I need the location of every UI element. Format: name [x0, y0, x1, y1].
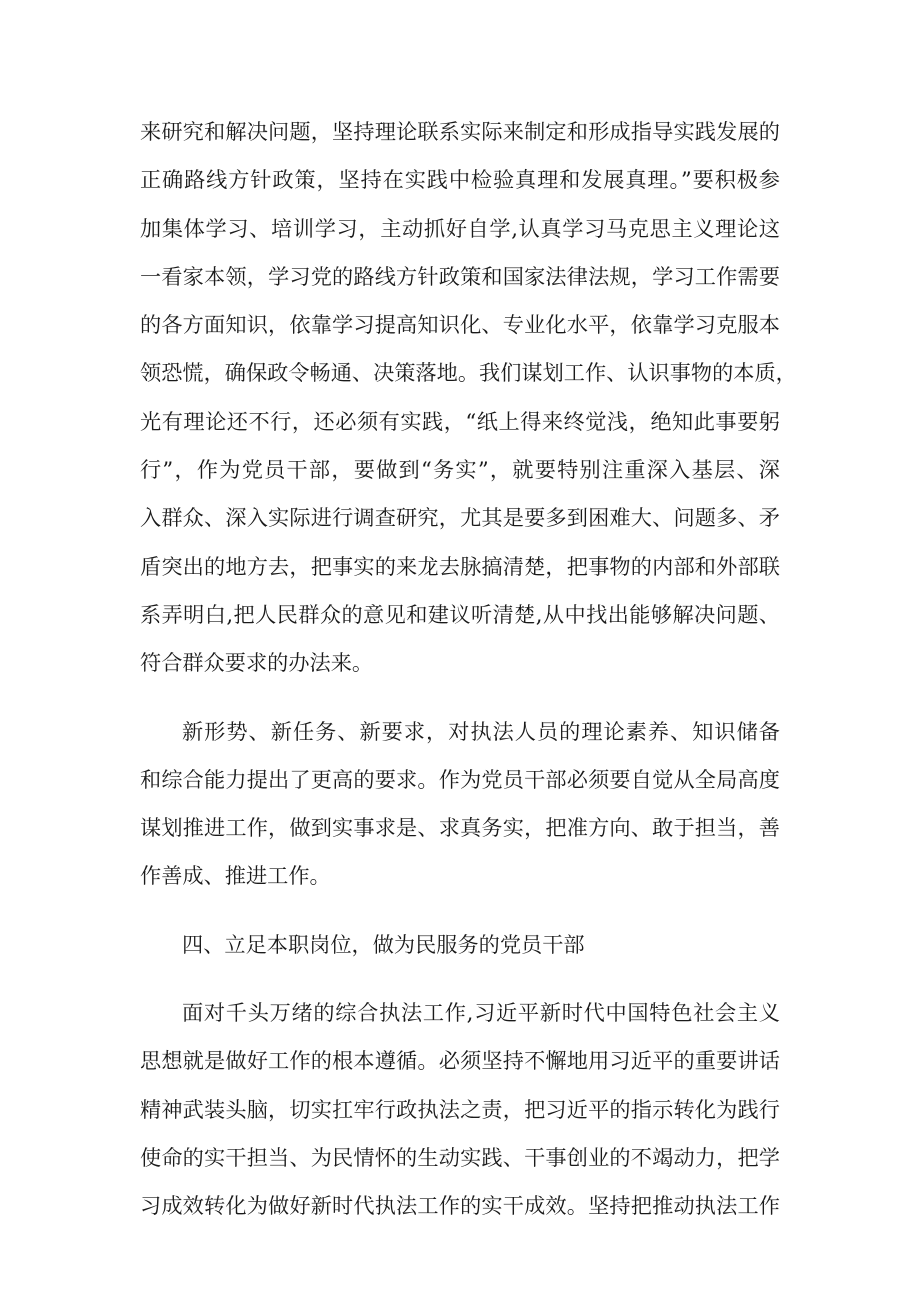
paragraph-spacer	[140, 969, 780, 989]
paragraph-line: 精神武装头脑，切实扛牢行政执法之责，把习近平的指示转化为践行	[140, 1096, 780, 1122]
paragraph-line: 来研究和解决问题，坚持理论联系实际来制定和形成指导实践发展的	[140, 119, 780, 144]
paragraph-line: 作善成、推进工作。	[140, 863, 331, 889]
paragraph-line: 面对千头万绪的综合执法工作,习近平新时代中国特色社会主义	[182, 1000, 780, 1026]
paragraph-line: 新形势、新任务、新要求，对执法人员的理论素养、知识储备	[182, 718, 780, 744]
section-heading	[140, 921, 780, 969]
paragraph-spacer	[140, 688, 780, 708]
paragraph-line: 行”，作为党员干部，要做到“务实”，就要特别注重深入基层、深	[140, 457, 780, 483]
paragraph-line: 谋划推进工作，做到实事求是、求真务实，把准方向、敢于担当，善	[140, 815, 780, 841]
paragraph-line: 正确路线方针政策，坚持在实践中检验真理和发展真理。”要积极参	[140, 167, 780, 193]
section-heading-text: 四、立足本职岗位，做为民服务的党员干部	[182, 931, 585, 957]
paragraph-line: 一看家本领，学习党的路线方针政策和国家法律法规，学习工作需要	[140, 263, 780, 289]
paragraph-line: 习成效转化为做好新时代执法工作的实干成效。坚持把推动执法工作	[140, 1193, 780, 1219]
paragraph-line: 领恐慌，确保政令畅通、决策落地。我们谋划工作、认识事物的本质，	[140, 360, 797, 386]
paragraph-2	[140, 708, 780, 901]
paragraph-line: 光有理论还不行，还必须有实践，“纸上得来终觉浅，绝知此事要躬	[140, 408, 780, 434]
paragraph-1	[140, 108, 797, 688]
paragraph-line: 思想就是做好工作的根本遵循。必须坚持不懈地用习近平的重要讲话	[140, 1048, 780, 1074]
paragraph-line: 的各方面知识，依靠学习提高知识化、专业化水平，依靠学习克服本	[140, 312, 780, 338]
paragraph-line: 和综合能力提出了更高的要求。作为党员干部必须要自觉从全局高度	[140, 766, 780, 792]
paragraph-line: 盾突出的地方去，把事实的来龙去脉搞清楚，把事物的内部和外部联	[140, 553, 780, 579]
paragraph-3	[140, 989, 780, 1230]
paragraph-line: 符合群众要求的办法来。	[140, 650, 374, 676]
paragraph-line: 入群众、深入实际进行调查研究，尤其是要多到困难大、问题多、矛	[140, 505, 780, 531]
document-body	[140, 108, 797, 1231]
paragraph-spacer	[140, 901, 780, 921]
paragraph-line: 系弄明白,把人民群众的意见和建议听清楚,从中找出能够解决问题、	[140, 601, 780, 627]
paragraph-line: 加集体学习、培训学习，主动抓好自学,认真学习马克思主义理论这	[140, 215, 780, 241]
paragraph-line: 使命的实干担当、为民情怀的生动实践、干事创业的不竭动力，把学	[140, 1144, 780, 1170]
